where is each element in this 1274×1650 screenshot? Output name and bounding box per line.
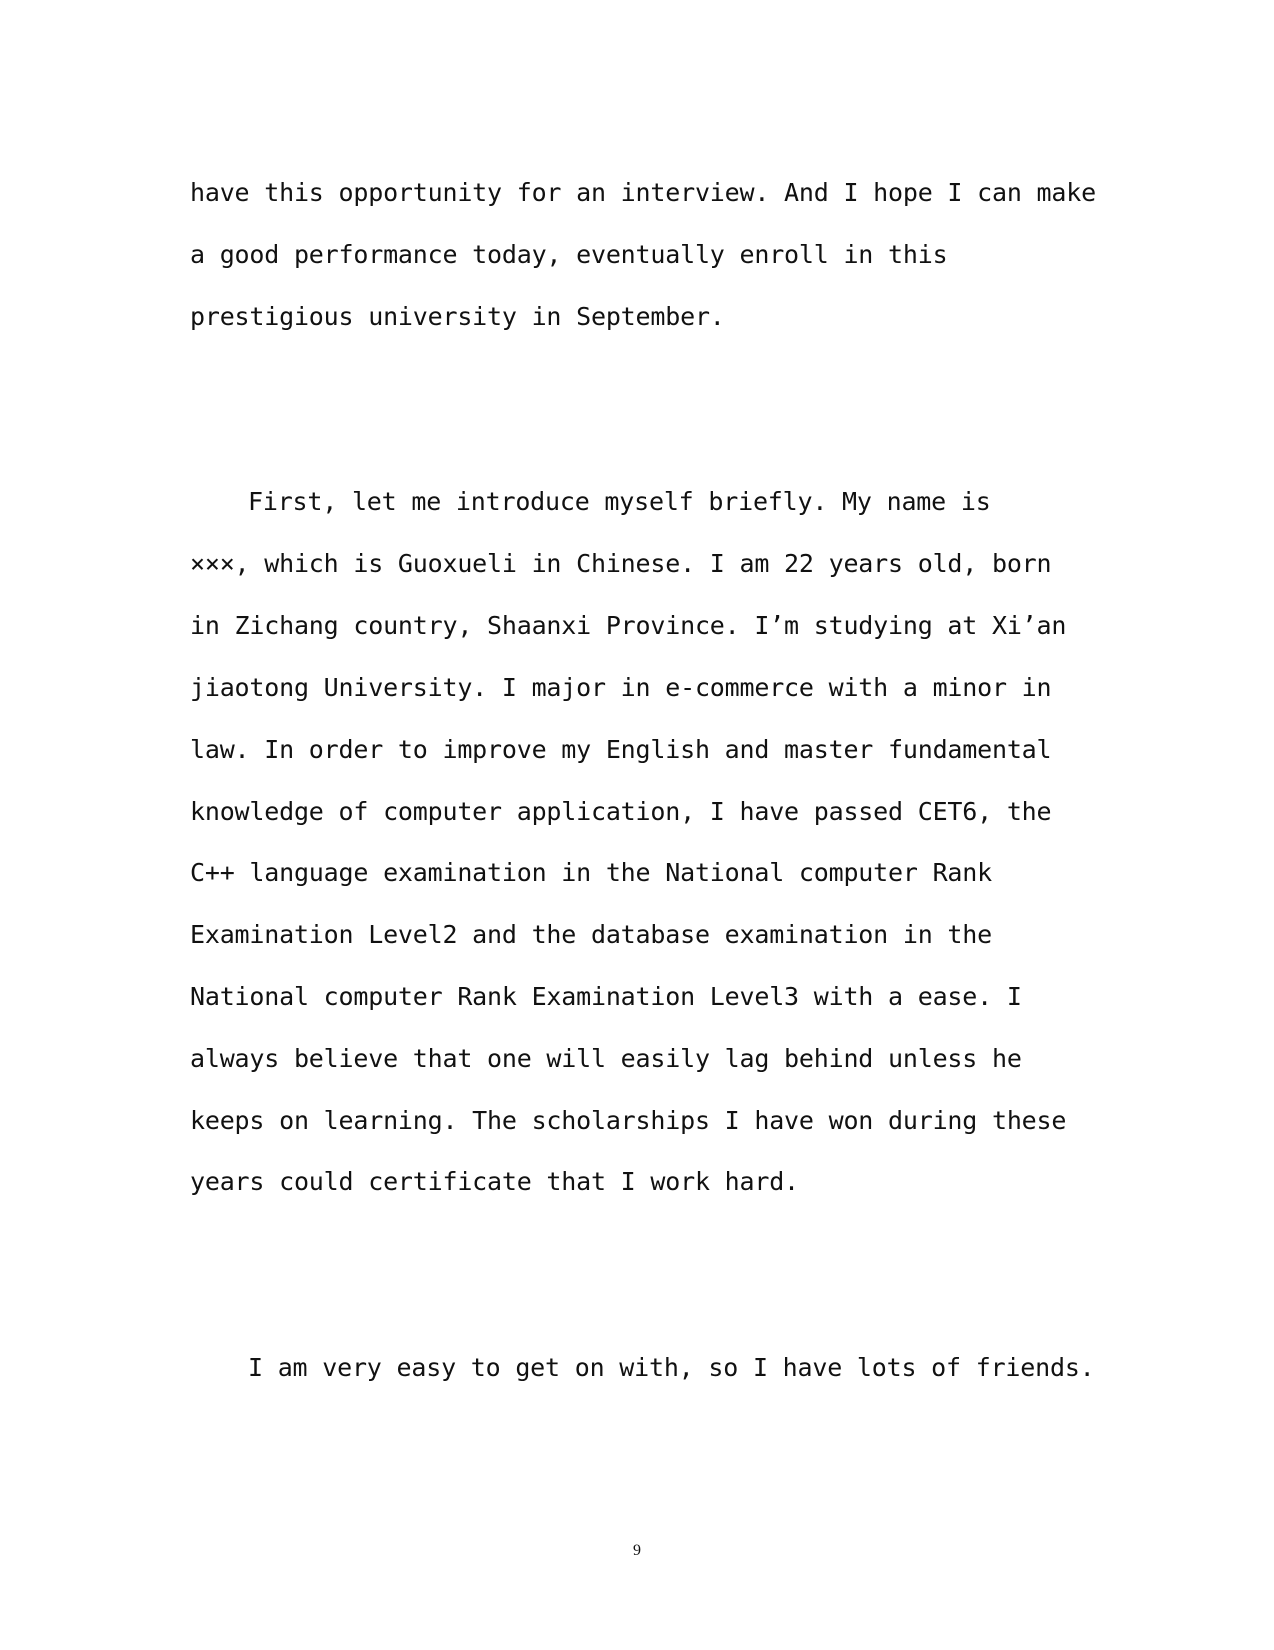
- paragraph-1-line-1: have this opportunity for an interview. And I hope I can make: [190, 178, 1096, 207]
- paragraph-2-line-6: knowledge of computer application, I have passed CET6, the: [190, 797, 1052, 826]
- paragraph-2-line-7: C++ language examination in the National computer Rank: [190, 858, 992, 887]
- paragraph-2-line-3: in Zichang country, Shaanxi Province. I’m studying at Xi’an: [190, 611, 1067, 640]
- paragraph-2-line-4: jiaotong University. I major in e-commerce with a minor in: [190, 673, 1052, 702]
- paragraph-1-line-3: prestigious university in September.: [190, 302, 725, 331]
- paragraph-2-line-12: years could certificate that I work hard.: [190, 1167, 799, 1196]
- paragraph-2-line-11: keeps on learning. The scholarships I have won during these: [190, 1106, 1067, 1135]
- page-number: 9: [633, 1542, 641, 1559]
- paragraph-2-line-9: National computer Rank Examination Level3 with a ease. I: [190, 982, 1022, 1011]
- paragraph-2-line-2: ×××, which is Guoxueli in Chinese. I am 22 years old, born: [190, 549, 1052, 578]
- paragraph-2-line-1: First, let me introduce myself briefly. My name is: [248, 487, 991, 516]
- paragraph-1-line-2: a good performance today, eventually enroll in this: [190, 240, 948, 269]
- paragraph-2-line-10: always believe that one will easily lag behind unless he: [190, 1044, 1022, 1073]
- paragraph-2-line-8: Examination Level2 and the database examination in the: [190, 920, 992, 949]
- paragraph-2-line-5: law. In order to improve my English and master fundamental: [190, 735, 1052, 764]
- paragraph-3-line-1: I am very easy to get on with, so I have lots of friends.: [248, 1353, 1095, 1382]
